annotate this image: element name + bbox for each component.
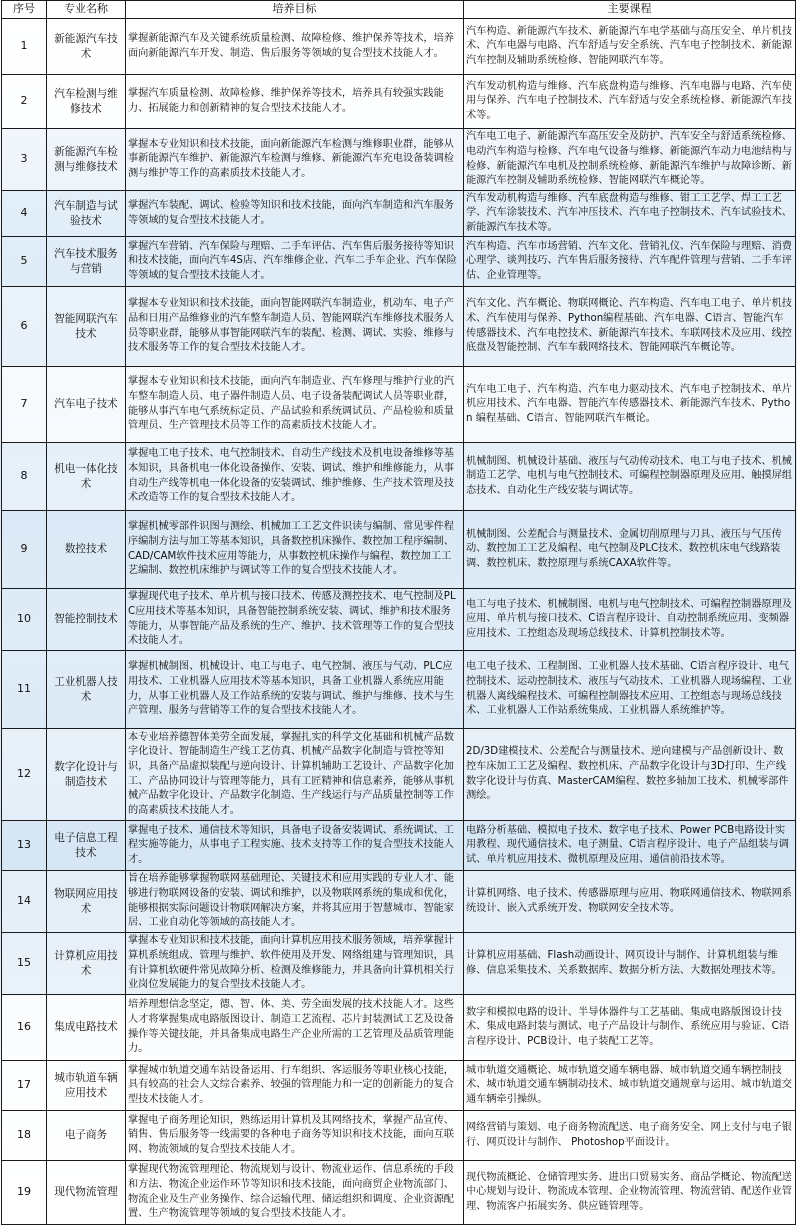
table-row <box>2 729 796 821</box>
row-no: 12 <box>2 729 47 821</box>
row-no: 13 <box>2 821 47 871</box>
row-no: 10 <box>2 589 47 651</box>
row-main-courses: 计算机应用基础、Flash动画设计、网页设计与制作、计算机组装与维修、信息采集技术、关系数据库、数据分析方法、大数据处理技术等。 <box>464 933 796 995</box>
table-row <box>2 933 796 995</box>
row-major-name: 汽车电子技术 <box>47 367 126 443</box>
table-row <box>2 367 796 443</box>
row-no: 8 <box>2 443 47 511</box>
row-no: 18 <box>2 1111 47 1161</box>
row-training-goal: 掌握汽车装配、调试、检验等知识和技术技能，面向汽车制造和汽车服务等领域的复合型技术技能人才。 <box>126 191 464 237</box>
row-no: 4 <box>2 191 47 237</box>
row-no: 9 <box>2 511 47 589</box>
row-main-courses: 汽车电工电子、汽车构造、汽车电力驱动技术、汽车电子控制技术、单片机应用技术、汽车电器、智能汽车传感器技术、新能源汽车技术、Python 编程基础、C语言、智能网联汽车概论。 <box>464 367 796 443</box>
row-training-goal: 本专业培养德智体美劳全面发展，掌握扎实的科学文化基础和机械产品数字化设计、智能制造生产线工艺仿真、机械产品数字化制造与管控等知识，具备产品虚拟装配与逆向设计、计算机辅助工艺设计、产品数字化加工、产品协同设计与管理等能力，具有工匠精神和信息素养，能够从事机械产品数字化设计、产品数字化制造、生产线运行与产品质量控制等工作的高素质技术技能人才。 <box>126 729 464 821</box>
header-training-goal: 培养目标 <box>126 1 464 19</box>
row-no: 3 <box>2 129 47 191</box>
table-row <box>2 995 796 1061</box>
row-no: 15 <box>2 933 47 995</box>
row-training-goal: 掌握机械零部件识图与测绘、机械加工工艺文件识读与编制、常见零件程序编制方法与加工等基本知识，具备数控机床操作、数控加工程序编制、CAD/CAM软件技术应用等能力，从事数控机床操作与编程、数控加工工艺编制、数控机床维护与调试等工作的复合型技术技能人才。 <box>126 511 464 589</box>
table-row <box>2 1161 796 1225</box>
row-no: 16 <box>2 995 47 1061</box>
row-training-goal: 掌握现代电子技术、单片机与接口技术、传感及测控技术、电气控制及PLC应用技术等基本知识，具备智能控制系统安装、调试、维护和技术服务等能力，从事智能产品及系统的生产、维护、技术管理等工作的复合型技术技能人才。 <box>126 589 464 651</box>
table-header-row <box>2 1 796 19</box>
table-row <box>2 19 796 75</box>
row-main-courses: 现代物流概论、仓储管理实务、进出口贸易实务、商品学概论、物流配送中心规划与设计、物流成本管理、企业物流管理、物流营销、配送作业管理、物流客户拓展实务、供应链管理等。 <box>464 1161 796 1225</box>
table-row <box>2 651 796 729</box>
row-main-courses: 汽车发动机构造与维修、汽车底盘构造与维修、钳工工艺学、焊工工艺学、汽车涂装技术、汽车冲压技术、汽车电子控制技术、汽车试验技术、新能源汽车技术等。 <box>464 191 796 237</box>
row-main-courses: 电工与电子技术、机械制图、电机与电气控制技术、可编程控制器原理及应用、单片机与接口技术、C语言程序设计、自动控制系统应用、变频器应用技术、工控组态及现场总线技术、计算机控制技术等。 <box>464 589 796 651</box>
row-major-name: 新能源汽车技术 <box>47 19 126 75</box>
row-training-goal: 旨在培养能够掌握物联网基础理论、关键技术和应用实践的专业人才、能够进行物联网设备的安装、调试和维护，以及物联网系统的集成和优化，能够根据实际问题设计物联网解决方案，并将其应用于智慧城市、智能家居、工业自动化等领域的高技能人才。 <box>126 871 464 933</box>
row-major-name: 智能网联汽车技术 <box>47 287 126 367</box>
row-major-name: 工业机器人技术 <box>47 651 126 729</box>
row-training-goal: 掌握汽车营销、汽车保险与理赔、二手车评估、汽车售后服务接待等知识和技术技能，面向汽车4S店、汽车维修企业、汽车二手车企业、汽车保险等领域的复合型技术技能人才。 <box>126 237 464 287</box>
row-major-name: 计算机应用技术 <box>47 933 126 995</box>
row-main-courses: 网络营销与策划、电子商务物流配送、电子商务安全、网上支付与电子银行、网页设计与制作、 Photoshop平面设计。 <box>464 1111 796 1161</box>
row-main-courses: 汽车发动机构造与维修、汽车底盘构造与维修、汽车电器与电路、汽车使用与保养、汽车电子控制技术、汽车舒适与安全系统检修、新能源汽车技术等。 <box>464 75 796 129</box>
table-row <box>2 129 796 191</box>
header-main-courses: 主要课程 <box>464 1 796 19</box>
row-main-courses: 汽车文化、汽车概论、物联网概论、汽车构造、汽车电工电子、单片机技术、汽车使用与保养、Python编程基础、汽车电器、C语言、智能汽车传感器技术、汽车电控技术、新能源汽车技术、车联网技术及应用、线控底盘及智能控制、汽车车载网络技术、智能网联汽车概论等。 <box>464 287 796 367</box>
row-no: 7 <box>2 367 47 443</box>
row-no: 11 <box>2 651 47 729</box>
table-row <box>2 511 796 589</box>
row-training-goal: 培养理想信念坚定，德、智、体、美、劳全面发展的技术技能人才。这些人才将掌握集成电路版图设计、制造工艺流程、芯片封装测试工艺及设备操作等关键技能，并具备集成电路生产企业所需的工艺管理及品质管理能力。 <box>126 995 464 1061</box>
row-training-goal: 掌握本专业知识和技术技能，面向智能网联汽车制造业，机动车、电子产品和日用产品维修业的汽车整车制造人员、智能网联汽车维修技术服务人员等职业群，能够从事智能网联汽车的装配、检测、调试、实验、维修与技术服务等工作的复合型技术技能人才。 <box>126 287 464 367</box>
row-training-goal: 掌握本专业知识和技术技能，面向新能源汽车检测与维修职业群，能够从事新能源汽车维护、新能源汽车检测与维修、新能源汽车充电设备装调检测与维护等工作的高素质技术技能人才。 <box>126 129 464 191</box>
row-training-goal: 掌握汽车质量检测、故障检修、维护保养等技术，培养具有较强实践能力、拓展能力和创新精神的复合型技术技能人才。 <box>126 75 464 129</box>
row-major-name: 电子信息工程技术 <box>47 821 126 871</box>
row-no: 17 <box>2 1061 47 1111</box>
row-main-courses: 汽车构造、新能源汽车技术、新能源汽车电学基础与高压安全、单片机技术、汽车电器与电路、汽车舒适与安全系统、汽车电子控制技术、新能源汽车控制及辅助系统检修、智能网联汽车等。 <box>464 19 796 75</box>
row-training-goal: 掌握本专业知识和技术技能，面向汽车制造业、汽车修理与维护行业的汽车整车制造人员、电子器件制造人员、电子设备装配调试人员等职业群，能够从事汽车电气系统标定员、产品试验和系统调试员、产品检验和质量管理员、生产管理技术员等工作的高素质技术技能人才。 <box>126 367 464 443</box>
table-row <box>2 1061 796 1111</box>
row-main-courses: 电工电子技术、工程制图、工业机器人技术基础、C语言程序设计、电气控制技术、运动控制技术、液压与气动技术、工业机器人现场编程、工业机器人离线编程技术、可编程控制器技术应用、工控组态与现场总线技术、工业机器人工作站系统集成、工业机器人系统维护等。 <box>464 651 796 729</box>
table-row <box>2 1111 796 1161</box>
header-major-name: 专业名称 <box>47 1 126 19</box>
row-major-name: 汽车技术服务与营销 <box>47 237 126 287</box>
row-training-goal: 掌握机械制图、机械设计、电工与电子、电气控制、液压与气动、PLC应用技术、工业机器人应用技术等基本知识，具备工业机器人系统应用能力，从事工业机器人及工作站系统的安装与调试、维护与维修、技术与生产管理、服务与营销等工作的复合型技术技能人才。 <box>126 651 464 729</box>
row-training-goal: 掌握电子技术、通信技术等知识，具备电子设备安装调试、系统调试、工程实施等能力，从事电子工程实施、技术支持等工作的复合型技术技能人才。 <box>126 821 464 871</box>
table-row <box>2 287 796 367</box>
row-major-name: 物联网应用技术 <box>47 871 126 933</box>
table-row <box>2 237 796 287</box>
row-no: 19 <box>2 1161 47 1225</box>
row-major-name: 数字化设计与制造技术 <box>47 729 126 821</box>
row-training-goal: 掌握电工电子技术、电气控制技术、自动生产线技术及机电设备维修等基本知识，具备机电一体化设备操作、安装、调试、维护和维修能力，从事自动生产线等机电一体化设备的安装调试、维护维修、生产技术管理及技术改造等工作的复合型技术技能人才。 <box>126 443 464 511</box>
row-main-courses: 数字和模拟电路的设计、半导体器件与工艺基础、集成电路版图设计技术、集成电路封装与测试、电子产品设计与制作、系统应用与验证、C语言程序设计、PCB设计、电子装配工艺等。 <box>464 995 796 1061</box>
row-no: 5 <box>2 237 47 287</box>
row-no: 2 <box>2 75 47 129</box>
row-training-goal: 掌握新能源汽车及关键系统质量检测、故障检修、维护保养等技术，培养面向新能源汽车开发、制造、售后服务等领域的复合型技术技能人才。 <box>126 19 464 75</box>
table-row <box>2 443 796 511</box>
row-major-name: 机电一体化技术 <box>47 443 126 511</box>
row-major-name: 数控技术 <box>47 511 126 589</box>
table-row <box>2 75 796 129</box>
row-main-courses: 2D/3D建模技术、公差配合与测量技术、逆向建模与产品创新设计、数控车床加工工艺及编程、数控机床、产品数字化设计与3D打印、生产线数字化设计与仿真、MasterCAM编程、数控多轴加工技术、机械零部件测绘。 <box>464 729 796 821</box>
row-main-courses: 汽车构造、汽车市场营销、汽车文化、营销礼仪、汽车保险与理赔、消费心理学、谈判技巧、汽车售后服务接待、汽车配件管理与营销、二手车评估、企业管理等。 <box>464 237 796 287</box>
table-row <box>2 871 796 933</box>
row-major-name: 现代物流管理 <box>47 1161 126 1225</box>
row-major-name: 智能控制技术 <box>47 589 126 651</box>
row-major-name: 电子商务 <box>47 1111 126 1161</box>
row-major-name: 汽车检测与维修技术 <box>47 75 126 129</box>
row-training-goal: 掌握电子商务理论知识，熟练运用计算机及其网络技术，掌握产品宣传、销售、售后服务等一线需要的各种电子商务等知识和技术技能，面向互联网、物流领域的复合型技术技能人才。 <box>126 1111 464 1161</box>
row-major-name: 城市轨道车辆应用技术 <box>47 1061 126 1111</box>
row-training-goal: 掌握城市轨道交通车站设备运用、行车组织、客运服务等职业核心技能，具有较高的社会人文综合素养、较强的管理能力和一定的创新能力的复合型技术技能人才。 <box>126 1061 464 1111</box>
row-main-courses: 汽车电工电子、新能源汽车高压安全及防护、汽车安全与舒适系统检修、电动汽车构造与检修、汽车电气设备与维修、新能源汽车动力电池结构与检修、新能源汽车电机及控制系统检修、新能源汽车维护与故障诊断、新能源汽车控制及辅助系统检修、智能网联汽车概论等。 <box>464 129 796 191</box>
header-no: 序号 <box>2 1 47 19</box>
row-main-courses: 机械制图、公差配合与测量技术、金属切削原理与刀具、液压与气压传动、数控加工工艺及编程、电气控制及PLC技术、数控机床电气线路装调、数控机床、数控原理与系统CAXA软件等。 <box>464 511 796 589</box>
majors-table <box>1 0 796 1225</box>
table-row <box>2 191 796 237</box>
table-row <box>2 589 796 651</box>
row-main-courses: 计算机网络、电子技术、传感器原理与应用、物联网通信技术、物联网系统设计、嵌入式系统开发、物联网安全技术等。 <box>464 871 796 933</box>
row-main-courses: 城市轨道交通概论、城市轨道交通车辆电器、城市轨道交通车辆控制技术、城市轨道交通车辆制动技术、城市轨道交通规章与运用、城市轨道交通车辆牵引操纵。 <box>464 1061 796 1111</box>
row-no: 1 <box>2 19 47 75</box>
row-no: 14 <box>2 871 47 933</box>
row-main-courses: 电路分析基础、模拟电子技术、数字电子技术、Power PCB电路设计实用教程、现代通信技术、电子测量、C语言程序设计、电子产品组装与调试、单片机应用技术、微机原理及应用、通信前沿技术等。 <box>464 821 796 871</box>
row-main-courses: 机械制图、机械设计基础、液压与气动传动技术、电工与电子技术、机械制造工艺学、电机与电气控制技术、可编程控制器原理及应用、触摸屏组态技术、自动化生产线安装与调试等。 <box>464 443 796 511</box>
row-no: 6 <box>2 287 47 367</box>
row-training-goal: 掌握现代物流管理理论、物流规划与设计、物流业运作、信息系统的手段和方法、物流企业运作环节等知识和技术技能，面向商贸企业物流部门、物流企业及生产业务操作、综合运输代理、储运组织和调度、企业资源配置、生产物流管理等领域的复合型技术技能人才。 <box>126 1161 464 1225</box>
row-major-name: 汽车制造与试验技术 <box>47 191 126 237</box>
row-training-goal: 掌握本专业知识和技术技能，面向计算机应用技术服务领域，培养掌握计算机系统组成、管理与维护、软件使用及开发、网络组建与管理知识，具有计算机软硬件常见故障分析、检测及维修能力，并具备向计算机相关行业岗位发展能力的复合型技术技能人才。 <box>126 933 464 995</box>
row-major-name: 新能源汽车检测与维修技术 <box>47 129 126 191</box>
table-row <box>2 821 796 871</box>
row-major-name: 集成电路技术 <box>47 995 126 1061</box>
